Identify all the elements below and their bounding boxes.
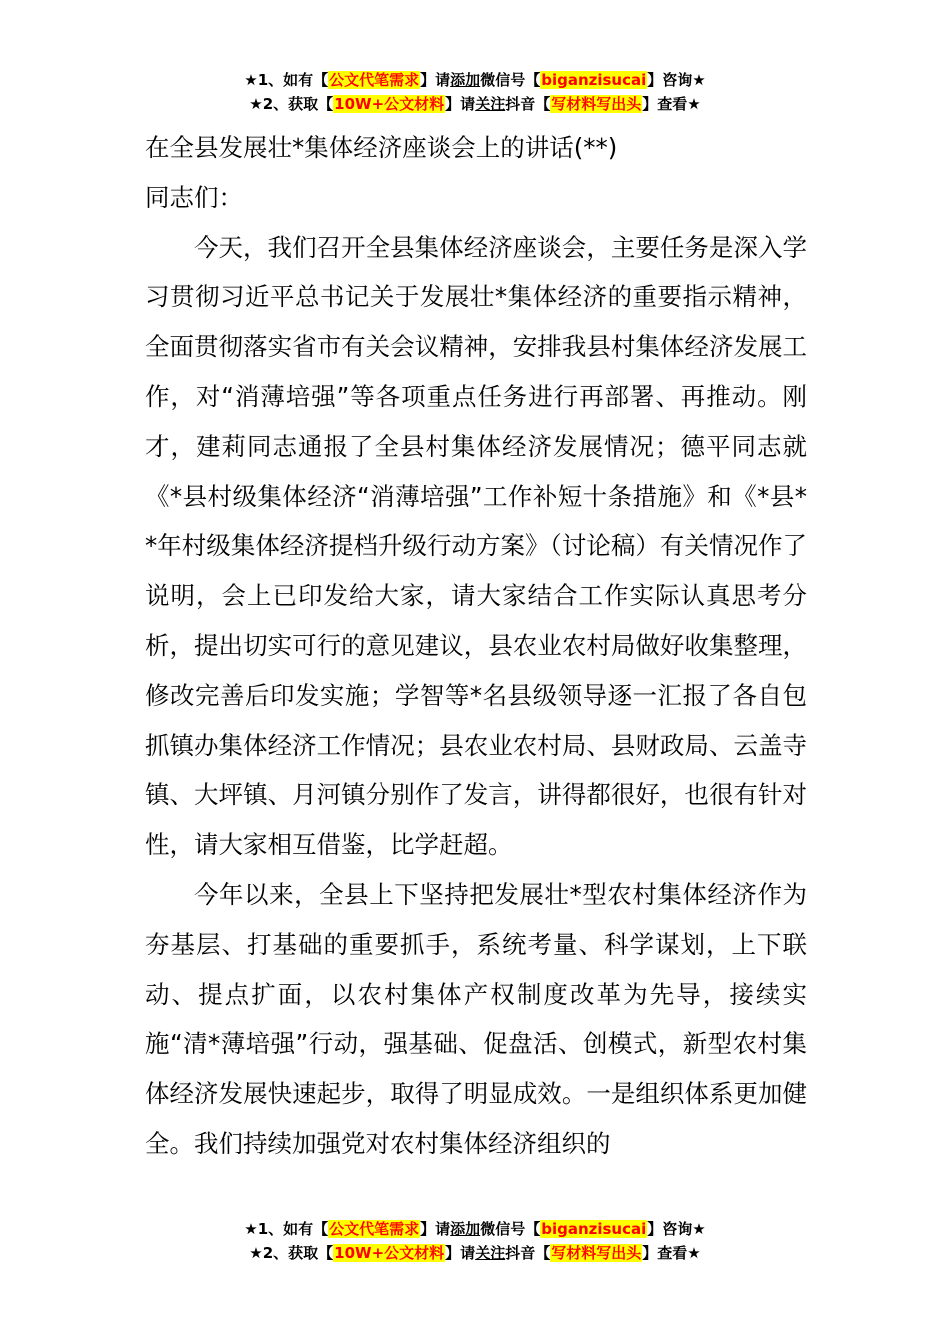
star-icon: ★ bbox=[244, 1220, 258, 1238]
star-icon: ★ bbox=[249, 95, 263, 113]
promo-text: 微信号【 bbox=[480, 71, 541, 89]
salutation: 同志们： bbox=[145, 182, 243, 212]
body-paragraph: 今天，我们召开全县集体经济座谈会，主要任务是深入学习贯彻习近平总书记关于发展壮*集体经济的重要指示精神，全面贯彻落实省市有关会议精神，安排我县村集体经济发展工作，对“消薄培强”等各项重点任务进行再部署、再推动。刚才，建莉同志通报了全县村集体经济发展情况；德平同志就《*县村级集体经济“消薄培强”工作补短十条措施》和《*县**年村级集体经济提档升级行动方案》（讨论稿）有关情况作了说明，会上已印发给大家，请大家结合工作实际认真思考分析，提出切实可行的意见建议，县农业农村局做好收集整理，修改完善后印发实施；学智等*名县级领导逐一汇报了各自包抓镇办集体经济工作情况；县农业农村局、县财政局、云盖寺镇、大坪镇、月河镇分别作了发言，讲得都很好，也很有针对性，请大家相互借鉴，比学赶超。 bbox=[145, 232, 807, 860]
promo-underlined-text: 添加 bbox=[450, 71, 481, 89]
promo-underlined-text: 关注 bbox=[475, 1244, 506, 1262]
promo-wechat-id: biganzisucai bbox=[541, 1220, 647, 1238]
promo-text: 】咨询 bbox=[647, 71, 693, 89]
star-icon: ★ bbox=[244, 71, 258, 89]
promo-underlined-text: 关注 bbox=[475, 95, 506, 113]
promo-line-2 bbox=[0, 92, 950, 116]
promo-banner-bottom bbox=[0, 1217, 950, 1265]
promo-underlined-text: 添加 bbox=[450, 1220, 481, 1238]
promo-text: 1、如有【 bbox=[257, 1220, 329, 1238]
document-title: 在全县发展壮*集体经济座谈会上的讲话(**) bbox=[145, 133, 618, 162]
promo-text: 】请 bbox=[420, 71, 451, 89]
star-icon: ★ bbox=[692, 71, 706, 89]
promo-text: 1、如有【 bbox=[257, 71, 329, 89]
promo-line-1 bbox=[0, 1217, 950, 1241]
promo-text: 】请 bbox=[445, 1244, 476, 1262]
promo-text: 】查看 bbox=[642, 95, 688, 113]
promo-line-1 bbox=[0, 68, 950, 92]
promo-highlight: 公文代笔需求 bbox=[329, 1220, 420, 1238]
body-paragraph: 今年以来，全县上下坚持把发展壮*型农村集体经济作为夯基层、打基础的重要抓手，系统考量、科学谋划，上下联动、提点扩面，以农村集体产权制度改革为先导，接续实施“清*薄培强”行动，强基础、促盘活、创模式，新型农村集体经济发展快速起步，取得了明显成效。一是组织体系更加健全。我们持续加强党对农村集体经济组织的 bbox=[145, 879, 807, 1158]
promo-highlight: 公文代笔需求 bbox=[329, 71, 420, 89]
promo-banner-top bbox=[0, 68, 950, 116]
promo-text: 2、获取【 bbox=[262, 1244, 334, 1262]
promo-text: 】请 bbox=[445, 95, 476, 113]
promo-text: 】咨询 bbox=[647, 1220, 693, 1238]
promo-wechat-id: biganzisucai bbox=[541, 71, 647, 89]
promo-text: 抖音【 bbox=[505, 95, 551, 113]
promo-text: 抖音【 bbox=[505, 1244, 551, 1262]
promo-text: 2、获取【 bbox=[262, 95, 334, 113]
document-body bbox=[145, 123, 807, 1169]
promo-line-2 bbox=[0, 1241, 950, 1265]
promo-highlight: 10W+公文材料 bbox=[334, 1244, 445, 1262]
promo-douyin-account: 写材料写出头 bbox=[551, 1244, 642, 1262]
star-icon: ★ bbox=[687, 1244, 701, 1262]
star-icon: ★ bbox=[687, 95, 701, 113]
promo-highlight: 10W+公文材料 bbox=[334, 95, 445, 113]
star-icon: ★ bbox=[692, 1220, 706, 1238]
promo-text: 】请 bbox=[420, 1220, 451, 1238]
promo-text: 微信号【 bbox=[480, 1220, 541, 1238]
star-icon: ★ bbox=[249, 1244, 263, 1262]
promo-douyin-account: 写材料写出头 bbox=[551, 95, 642, 113]
promo-text: 】查看 bbox=[642, 1244, 688, 1262]
